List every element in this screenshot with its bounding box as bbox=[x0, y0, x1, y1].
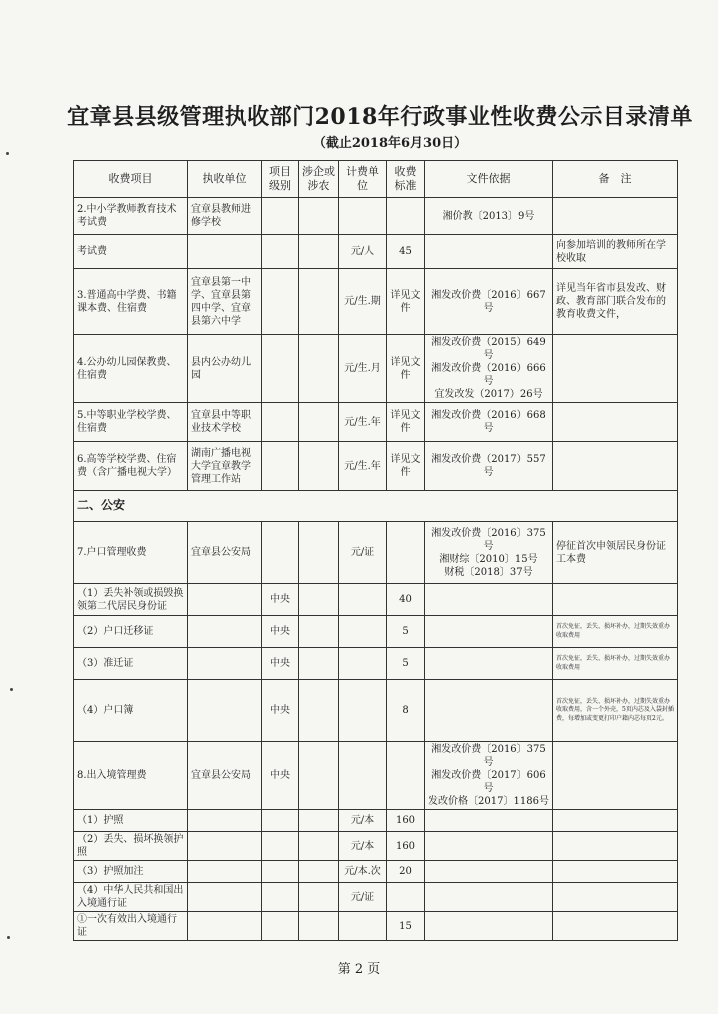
table-cell-basis: 湘发改价费（2016）668号 bbox=[425, 403, 553, 442]
table-row bbox=[74, 522, 678, 584]
table-cell-item: 2.中小学教师教育技术考试费 bbox=[74, 198, 188, 235]
table-cell-basis: 湘发改价费〔2016〕375号 湘财综〔2010〕15号 财税〔2018〕37号 bbox=[425, 522, 553, 584]
scan-speck bbox=[6, 152, 9, 155]
table-cell-standard: 45 bbox=[387, 235, 425, 269]
table-cell-standard: 40 bbox=[387, 584, 425, 616]
table-row bbox=[74, 810, 678, 832]
table-cell-standard bbox=[387, 742, 425, 810]
table-row bbox=[74, 198, 678, 235]
table-cell-item: 考试费 bbox=[74, 235, 188, 269]
table-cell-measure: 元/本.次 bbox=[339, 861, 387, 883]
table-cell-basis: 湘价教〔2013〕9号 bbox=[425, 198, 553, 235]
table-cell-item: 7.户口管理收费 bbox=[74, 522, 188, 584]
table-cell-level: 中央 bbox=[262, 616, 299, 648]
table-cell-item: （3）护照加注 bbox=[74, 861, 188, 883]
table-cell-measure: 元/证 bbox=[339, 883, 387, 912]
table-row bbox=[74, 269, 678, 335]
table-cell-remark bbox=[553, 832, 678, 861]
table-cell-remark: 向参加培训的教师所在学校收取 bbox=[553, 235, 678, 269]
table-cell-enterprise bbox=[299, 442, 339, 491]
table-cell-item: （2）丢失、损坏换领护照 bbox=[74, 832, 188, 861]
table-cell-unit: 宜章县公安局 bbox=[188, 742, 262, 810]
table-cell-basis bbox=[425, 584, 553, 616]
table-cell-measure bbox=[339, 648, 387, 680]
table-cell-measure bbox=[339, 198, 387, 235]
table-cell-measure bbox=[339, 680, 387, 742]
table-cell-item: 3.普通高中学费、书籍课本费、住宿费 bbox=[74, 269, 188, 335]
table-cell-measure: 元/生.年 bbox=[339, 442, 387, 491]
fee-table bbox=[73, 160, 678, 941]
header-level: 项目级别 bbox=[262, 161, 299, 198]
table-cell-unit: 县内公办幼儿园 bbox=[188, 335, 262, 403]
table-cell-standard: 详见文件 bbox=[387, 269, 425, 335]
table-row bbox=[74, 742, 678, 810]
table-cell-item: 6.高等学校学费、住宿费（含广播电视大学） bbox=[74, 442, 188, 491]
table-cell-remark: 停征首次申领居民身份证工本费 bbox=[553, 522, 678, 584]
table-cell-level bbox=[262, 810, 299, 832]
table-cell-standard bbox=[387, 198, 425, 235]
table-cell-standard: 详见文件 bbox=[387, 403, 425, 442]
table-cell-unit bbox=[188, 861, 262, 883]
table-cell-standard: 160 bbox=[387, 832, 425, 861]
table-cell-unit bbox=[188, 810, 262, 832]
header-basis: 文件依据 bbox=[425, 161, 553, 198]
table-cell-basis: 湘发改价费（2015）649号 湘发改价费（2016）666号 宜发改发（2017）26号 bbox=[425, 335, 553, 403]
table-cell-remark: 首次免征，丢失、损坏补办，过期失效重办收取费用 bbox=[553, 648, 678, 680]
table-cell-unit bbox=[188, 883, 262, 912]
table-cell-standard: 详见文件 bbox=[387, 335, 425, 403]
table-cell-item: （1）护照 bbox=[74, 810, 188, 832]
table-cell-basis bbox=[425, 810, 553, 832]
section-row bbox=[74, 491, 678, 522]
table-cell-basis: 湘发改价费〔2016〕375号 湘发改价费〔2017〕606号 发改价格〔2017〕1186号 bbox=[425, 742, 553, 810]
table-cell-standard: 160 bbox=[387, 810, 425, 832]
table-cell-item: 8.出入境管理费 bbox=[74, 742, 188, 810]
table-cell-measure: 元/证 bbox=[339, 522, 387, 584]
table-cell-unit bbox=[188, 616, 262, 648]
table-cell-remark bbox=[553, 584, 678, 616]
table-cell-enterprise bbox=[299, 861, 339, 883]
table-cell-measure bbox=[339, 584, 387, 616]
table-cell-unit: 宜章县公安局 bbox=[188, 522, 262, 584]
table-row bbox=[74, 883, 678, 912]
table-row bbox=[74, 335, 678, 403]
table-cell-standard: 详见文件 bbox=[387, 442, 425, 491]
table-cell-measure: 元/生.月 bbox=[339, 335, 387, 403]
table-cell-basis bbox=[425, 235, 553, 269]
table-cell-level bbox=[262, 335, 299, 403]
table-cell-enterprise bbox=[299, 883, 339, 912]
table-cell-standard: 20 bbox=[387, 861, 425, 883]
table-row bbox=[74, 616, 678, 648]
table-cell-unit bbox=[188, 584, 262, 616]
table-cell-enterprise bbox=[299, 269, 339, 335]
table-cell-basis bbox=[425, 680, 553, 742]
header-measure: 计费单位 bbox=[339, 161, 387, 198]
table-row bbox=[74, 861, 678, 883]
table-cell-level: 中央 bbox=[262, 742, 299, 810]
table-row bbox=[74, 235, 678, 269]
table-cell-level bbox=[262, 235, 299, 269]
table-cell-measure: 元/生.年 bbox=[339, 403, 387, 442]
table-cell-unit bbox=[188, 648, 262, 680]
table-row bbox=[74, 584, 678, 616]
table-cell-basis bbox=[425, 616, 553, 648]
table-row bbox=[74, 648, 678, 680]
table-cell-enterprise bbox=[299, 616, 339, 648]
table-row bbox=[74, 912, 678, 941]
table-cell-basis bbox=[425, 861, 553, 883]
section-heading: 二、公安 bbox=[74, 491, 678, 522]
header-unit: 执收单位 bbox=[188, 161, 262, 198]
scan-speck bbox=[10, 688, 13, 691]
page-subtitle: （截止2018年6月30日） bbox=[312, 136, 468, 151]
table-cell-remark bbox=[553, 403, 678, 442]
table-cell-measure bbox=[339, 912, 387, 941]
table-cell-unit: 宜章县教师进修学校 bbox=[188, 198, 262, 235]
header-item: 收费项目 bbox=[74, 161, 188, 198]
table-cell-enterprise bbox=[299, 832, 339, 861]
table-cell-measure: 元/生.期 bbox=[339, 269, 387, 335]
table-cell-enterprise bbox=[299, 584, 339, 616]
table-cell-item: （3）准迁证 bbox=[74, 648, 188, 680]
table-cell-basis bbox=[425, 832, 553, 861]
table-cell-unit: 湖南广播电视大学宜章教学管理工作站 bbox=[188, 442, 262, 491]
table-cell-enterprise bbox=[299, 810, 339, 832]
table-cell-unit bbox=[188, 912, 262, 941]
table-cell-standard: 8 bbox=[387, 680, 425, 742]
table-cell-level bbox=[262, 861, 299, 883]
table-row bbox=[74, 832, 678, 861]
table-cell-enterprise bbox=[299, 198, 339, 235]
table-cell-level bbox=[262, 883, 299, 912]
header-remark: 备 注 bbox=[553, 161, 678, 198]
table-cell-level bbox=[262, 442, 299, 491]
table-cell-enterprise bbox=[299, 522, 339, 584]
table-cell-basis: 湘发改价费〔2016〕667号 bbox=[425, 269, 553, 335]
table-cell-item: 5.中等职业学校学费、住宿费 bbox=[74, 403, 188, 442]
table-cell-level bbox=[262, 832, 299, 861]
table-cell-measure: 元/本 bbox=[339, 832, 387, 861]
table-cell-unit: 宜章县中等职业技术学校 bbox=[188, 403, 262, 442]
table-cell-basis bbox=[425, 912, 553, 941]
table-cell-standard: 5 bbox=[387, 616, 425, 648]
table-cell-unit: 宜章县第一中学、宜章县第四中学、宜章县第六中学 bbox=[188, 269, 262, 335]
header-standard: 收费标准 bbox=[387, 161, 425, 198]
table-cell-enterprise bbox=[299, 235, 339, 269]
table-cell-remark: 详见当年省市县发改、财政、教育部门联合发布的教育收费文件， bbox=[553, 269, 678, 335]
table-cell-remark: 首次免征，丢失、损坏补办，过期失效重办收取费用，含一个外壳，5页内芯及入袋封插费，每增加或变更打印户籍内芯每页2元。 bbox=[553, 680, 678, 742]
scan-speck bbox=[7, 936, 10, 939]
table-row bbox=[74, 442, 678, 491]
table-cell-remark bbox=[553, 335, 678, 403]
table-cell-basis bbox=[425, 883, 553, 912]
table-cell-enterprise bbox=[299, 680, 339, 742]
table-cell-item: （2）户口迁移证 bbox=[74, 616, 188, 648]
table-cell-unit bbox=[188, 235, 262, 269]
table-cell-standard bbox=[387, 883, 425, 912]
table-header-row bbox=[74, 161, 678, 198]
page-title: 宜章县县级管理执收部门2018年行政事业性收费公示目录清单 bbox=[67, 104, 693, 130]
table-cell-measure bbox=[339, 616, 387, 648]
table-cell-unit bbox=[188, 832, 262, 861]
table-cell-remark bbox=[553, 810, 678, 832]
table-cell-remark bbox=[553, 883, 678, 912]
page-number: 第 2 页 bbox=[337, 962, 381, 977]
table-cell-level bbox=[262, 269, 299, 335]
table-cell-enterprise bbox=[299, 403, 339, 442]
table-cell-remark bbox=[553, 912, 678, 941]
table-row bbox=[74, 403, 678, 442]
table-cell-level bbox=[262, 912, 299, 941]
table-cell-remark bbox=[553, 742, 678, 810]
table-cell-remark bbox=[553, 861, 678, 883]
table-cell-item: ①一次有效出入境通行证 bbox=[74, 912, 188, 941]
table-cell-level: 中央 bbox=[262, 584, 299, 616]
table-cell-basis: 湘发改价费（2017）557号 bbox=[425, 442, 553, 491]
table-row bbox=[74, 680, 678, 742]
table-cell-measure: 元/本 bbox=[339, 810, 387, 832]
table-cell-enterprise bbox=[299, 912, 339, 941]
table-cell-level bbox=[262, 522, 299, 584]
table-cell-measure bbox=[339, 742, 387, 810]
table-cell-remark bbox=[553, 442, 678, 491]
table-cell-standard: 5 bbox=[387, 648, 425, 680]
table-cell-basis bbox=[425, 648, 553, 680]
table-cell-enterprise bbox=[299, 335, 339, 403]
table-body bbox=[74, 198, 678, 941]
table-cell-item: （4）中华人民共和国出入境通行证 bbox=[74, 883, 188, 912]
table-cell-measure: 元/人 bbox=[339, 235, 387, 269]
table-cell-level bbox=[262, 403, 299, 442]
table-cell-standard bbox=[387, 522, 425, 584]
table-cell-remark: 首次免征，丢失、损坏补办，过期失效重办收取费用 bbox=[553, 616, 678, 648]
table-cell-enterprise bbox=[299, 648, 339, 680]
table-cell-level: 中央 bbox=[262, 648, 299, 680]
table-cell-remark bbox=[553, 198, 678, 235]
table-cell-level: 中央 bbox=[262, 680, 299, 742]
table-cell-unit bbox=[188, 680, 262, 742]
table-cell-standard: 15 bbox=[387, 912, 425, 941]
table-cell-level bbox=[262, 198, 299, 235]
table-cell-item: （1）丢失补领或损毁换领第二代居民身份证 bbox=[74, 584, 188, 616]
table-cell-enterprise bbox=[299, 742, 339, 810]
table-cell-item: 4.公办幼儿园保教费、住宿费 bbox=[74, 335, 188, 403]
table-cell-item: （4）户口簿 bbox=[74, 680, 188, 742]
header-enterprise: 涉企或涉农 bbox=[299, 161, 339, 198]
